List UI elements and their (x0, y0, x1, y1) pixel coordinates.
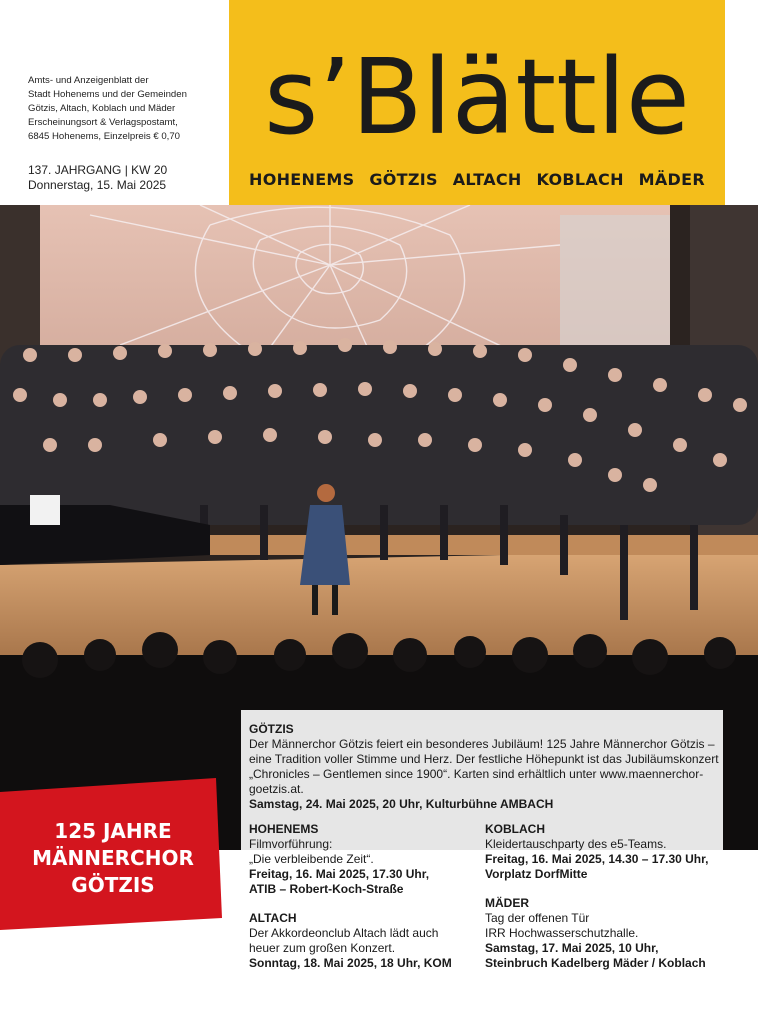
event-heading: MÄDER (485, 896, 529, 910)
event-heading: HOHENEMS (249, 822, 319, 836)
lead-when: Samstag, 24. Mai 2025, 20 Uhr, Kulturbühne AMBACH (249, 797, 554, 811)
event-line: Tag der offenen Tür (485, 911, 590, 925)
event-altach (249, 911, 474, 971)
event-line: „Die verbleibende Zeit“. (249, 852, 374, 866)
masthead-title: s’Blättle (264, 36, 690, 158)
event-when: Steinbruch Kadelberg Mäder / Koblach (485, 956, 706, 970)
issue-info (28, 163, 167, 193)
event-when: Freitag, 16. Mai 2025, 14.30 – 17.30 Uhr, (485, 852, 709, 866)
event-heading: ALTACH (249, 911, 297, 925)
event-when: Samstag, 17. Mai 2025, 10 Uhr, (485, 941, 659, 955)
issue-volume: 137. JAHRGANG | KW 20 (28, 163, 168, 177)
imprint-line: 6845 Hohenems, Einzelpreis € 0,70 (28, 131, 180, 142)
imprint-line: Amts- und Anzeigenblatt der (28, 75, 149, 86)
event-hohenems (249, 822, 474, 897)
imprint (28, 74, 228, 144)
event-when: Freitag, 16. Mai 2025, 17.30 Uhr, (249, 867, 430, 881)
lead-body: Der Männerchor Götzis feiert ein besonderes Jubiläum! 125 Jahre Männerchor Götzis – eine Tradition voller Stimme und Herz. Der festliche Höhepunkt ist das Jubiläumskonzert „Chronicles – Gentlemen since 1900“. Karten sind erhältlich unter www.maennerchor-goetzis.at. (249, 737, 719, 796)
lead-event (249, 722, 719, 812)
imprint-line: Stadt Hohenems und der Gemeinden (28, 89, 187, 100)
events-column-right (485, 822, 725, 985)
place-maeder: MÄDER (638, 170, 705, 189)
place-hohenems: HOHENEMS (249, 170, 355, 189)
masthead-places (249, 170, 705, 189)
event-when: Vorplatz DorfMitte (485, 867, 588, 881)
issue-date: Donnerstag, 15. Mai 2025 (28, 178, 167, 192)
event-when: Sonntag, 18. Mai 2025, 18 Uhr, KOM (249, 956, 452, 970)
event-koblach (485, 822, 725, 882)
imprint-line: Erscheinungsort & Verlagspostamt, (28, 117, 178, 128)
imprint-line: Götzis, Altach, Koblach und Mäder (28, 103, 176, 114)
place-altach: ALTACH (452, 170, 522, 189)
place-goetzis: GÖTZIS (369, 170, 438, 189)
events-column-left (249, 822, 474, 985)
anniversary-text (0, 818, 226, 899)
event-heading: KOBLACH (485, 822, 545, 836)
event-line: IRR Hochwasserschutzhalle. (485, 926, 639, 940)
badge-line: MÄNNERCHOR (32, 846, 194, 870)
event-when: ATIB – Robert-Koch-Straße (249, 882, 404, 896)
event-maeder (485, 896, 725, 971)
masthead (229, 0, 725, 216)
badge-line: GÖTZIS (71, 873, 155, 897)
place-koblach: KOBLACH (536, 170, 624, 189)
event-line: Kleidertauschparty des e5-Teams. (485, 837, 667, 851)
badge-line: 125 JAHRE (54, 819, 172, 843)
lead-heading: GÖTZIS (249, 722, 294, 736)
event-line: Filmvorführung: (249, 837, 333, 851)
event-line: heuer zum großen Konzert. (249, 941, 396, 955)
event-line: Der Akkordeonclub Altach lädt auch (249, 926, 439, 940)
